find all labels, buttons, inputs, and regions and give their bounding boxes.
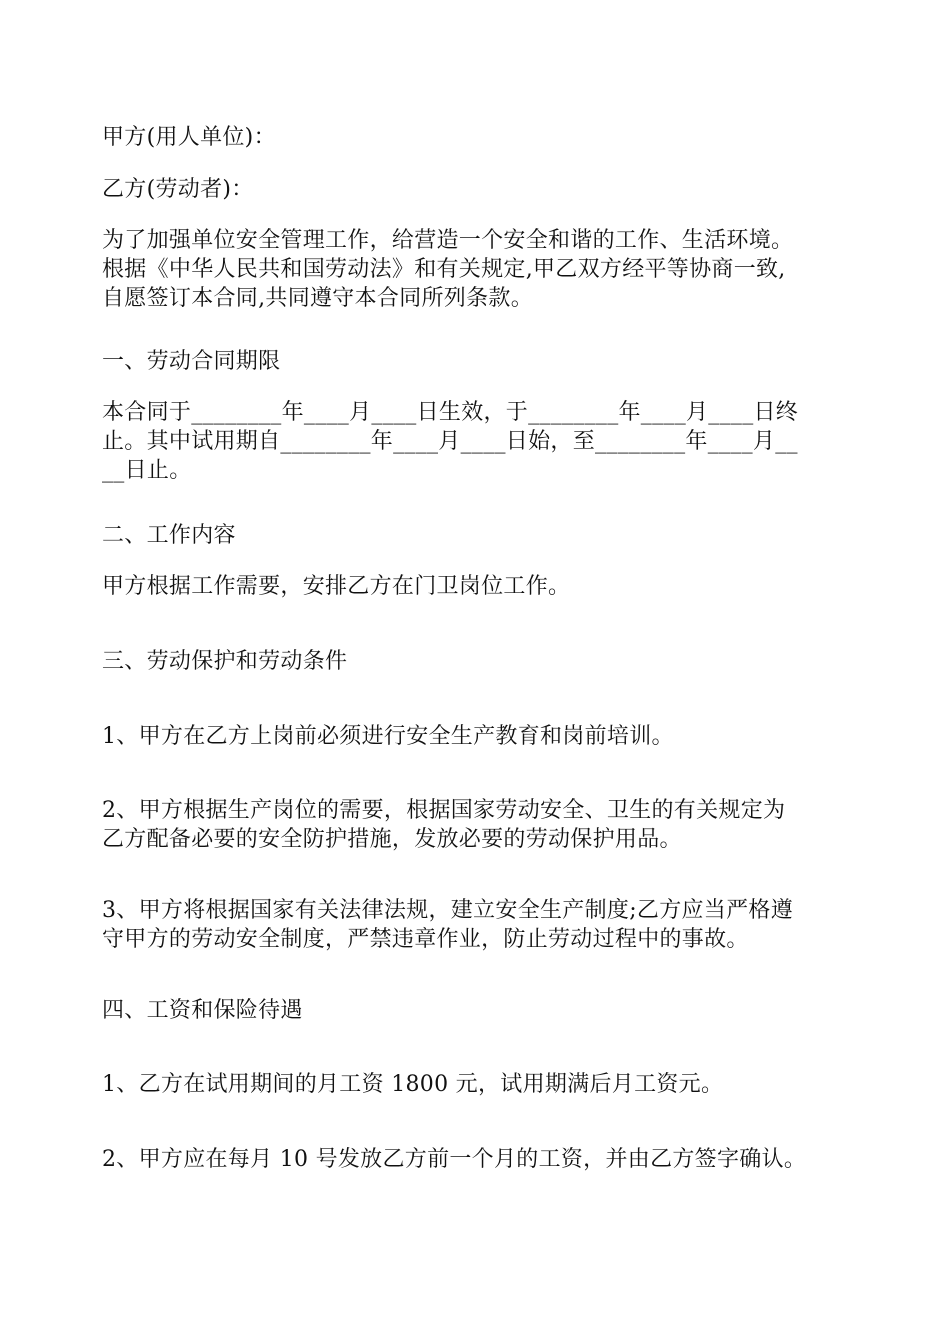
clause-3-2: 2、甲方根据生产岗位的需要，根据国家劳动安全、卫生的有关规定为 乙方配备必要的安全防护措施，发放必要的劳动保护用品。 [102, 798, 786, 852]
clause-3-1: 1、甲方在乙方上岗前必须进行安全生产教育和岗前培训。 [102, 724, 674, 749]
section-4-heading: 四、工资和保险待遇 [102, 998, 303, 1023]
clause-3-3: 3、甲方将根据国家有关法律法规，建立安全生产制度;乙方应当严格遵 守甲方的劳动安全制度，严禁违章作业，防止劳动过程中的事故。 [102, 898, 794, 952]
work-content-paragraph: 甲方根据工作需要，安排乙方在门卫岗位工作。 [102, 574, 571, 599]
section-2-heading: 二、工作内容 [102, 523, 236, 548]
preamble-paragraph: 为了加强单位安全管理工作，给营造一个安全和谐的工作、生活环境。 根据《中华人民共和国劳动法》和有关规定,甲乙双方经平等协商一致, 自愿签订本合同,共同遵守本合同所列条款。 [102, 228, 794, 311]
section-3-heading: 三、劳动保护和劳动条件 [102, 649, 348, 674]
party-a-line: 甲方(用人单位)： [102, 125, 276, 150]
party-b-line: 乙方(劳动者)： [102, 177, 254, 202]
clause-4-1: 1、乙方在试用期间的月工资 1800 元，试用期满后月工资元。 [102, 1072, 724, 1097]
section-1-heading: 一、劳动合同期限 [102, 349, 281, 374]
clause-4-2: 2、甲方应在每月 10 号发放乙方前一个月的工资，并由乙方签字确认。 [102, 1147, 807, 1172]
contract-term-paragraph: 本合同于________年____月____日生效，于________年____月____日终 止。其中试用期自________年____月____日始，至________年____月__ __日止。 [102, 400, 799, 483]
